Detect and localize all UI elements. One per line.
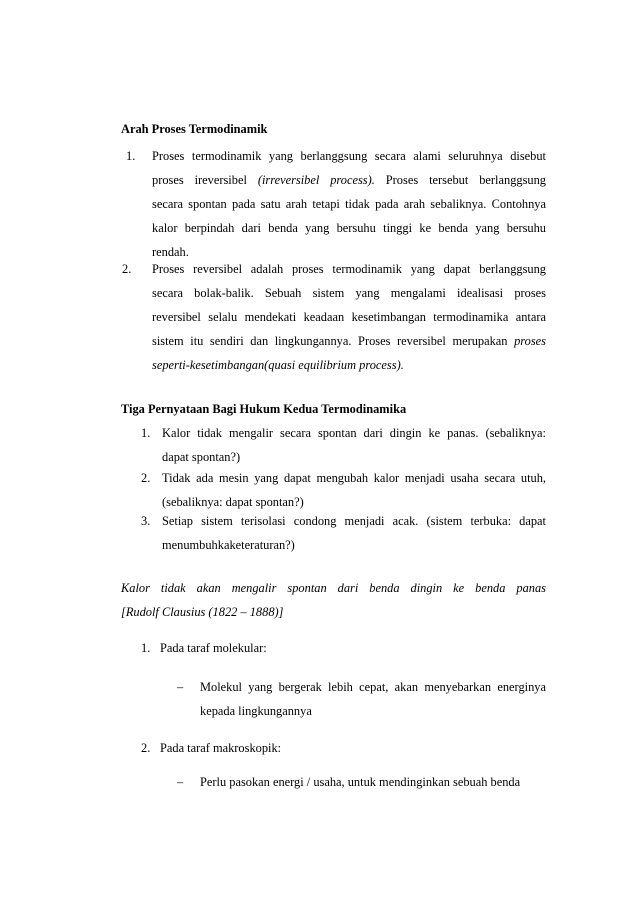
text-line: rendah. bbox=[152, 245, 189, 259]
text-line: Proses termodinamik yang berlanggsung secara alami seluruhnya disebut bbox=[152, 149, 546, 163]
list-item bbox=[152, 144, 546, 264]
text-line: menumbuhkaketeraturan?) bbox=[162, 538, 295, 552]
list-item bbox=[162, 509, 546, 557]
italic-term: seperti-kesetimbangan(quasi equilibrium process). bbox=[152, 358, 404, 372]
dash-bullet: – bbox=[177, 680, 184, 694]
section-heading: Arah Proses Termodinamik bbox=[121, 122, 268, 136]
text-line: sistem itu sendiri dan lingkungannya. Proses reversibel merupakan proses bbox=[152, 334, 546, 348]
text-line: Setiap sistem terisolasi condong menjadi acak. (sistem terbuka: dapat bbox=[162, 514, 546, 528]
list-number: 2. bbox=[122, 262, 132, 276]
clausius-statement bbox=[121, 576, 546, 624]
list-item bbox=[162, 421, 546, 469]
list-number: 1. bbox=[126, 149, 136, 163]
text-line: kalor berpindah dari benda yang bersuhu tinggi ke benda yang bersuhu bbox=[152, 221, 546, 235]
list-number: 3. bbox=[141, 514, 151, 528]
text-line: Tidak ada mesin yang dapat mengubah kalor menjadi usaha secara utuh, bbox=[162, 471, 546, 485]
level-label: Pada taraf molekular: bbox=[160, 641, 267, 655]
text-line: reversibel selalu mendekati keadaan kesetimbangan termodinamika antara bbox=[152, 310, 546, 324]
text-line: dapat spontan?) bbox=[162, 450, 241, 464]
italic-term: proses bbox=[514, 334, 546, 348]
list-item bbox=[152, 257, 546, 377]
text-line: Proses reversibel adalah proses termodinamik yang dapat berlanggsung bbox=[152, 262, 546, 276]
list-number: 1. bbox=[141, 641, 151, 655]
text-line: proses ireversibel (irreversibel process). Proses tersebut berlanggsung bbox=[152, 173, 546, 187]
text-line: Molekul yang bergerak lebih cepat, akan menyebarkan energinya bbox=[200, 680, 546, 694]
list-number: 2. bbox=[141, 471, 151, 485]
level-label: Pada taraf makroskopik: bbox=[160, 741, 282, 755]
text-line: (sebaliknya: dapat spontan?) bbox=[162, 495, 304, 509]
text-line: secara spontan pada satu arah tetapi tidak pada arah sebaliknya. Contohnya bbox=[152, 197, 546, 211]
italic-term: (irreversibel process). bbox=[257, 173, 375, 187]
text-line: kepada lingkungannya bbox=[200, 704, 312, 718]
dash-bullet: – bbox=[177, 775, 184, 789]
text-line: [Rudolf Clausius (1822 – 1888)] bbox=[121, 605, 284, 619]
text-line: secara bolak-balik. Sebuah sistem yang mengalami idealisasi proses bbox=[152, 286, 546, 300]
list-item bbox=[200, 675, 546, 723]
list-item bbox=[162, 466, 546, 514]
list-number: 2. bbox=[141, 741, 151, 755]
section-heading: Tiga Pernyataan Bagi Hukum Kedua Termodinamika bbox=[121, 402, 407, 416]
text-line bbox=[152, 353, 546, 377]
list-number: 1. bbox=[141, 426, 151, 440]
text-line: Kalor tidak akan mengalir spontan dari benda dingin ke benda panas bbox=[121, 581, 546, 595]
text-line: Kalor tidak mengalir secara spontan dari dingin ke panas. (sebaliknya: bbox=[162, 426, 546, 440]
list-item: Perlu pasokan energi / usaha, untuk mendinginkan sebuah benda bbox=[200, 775, 521, 789]
